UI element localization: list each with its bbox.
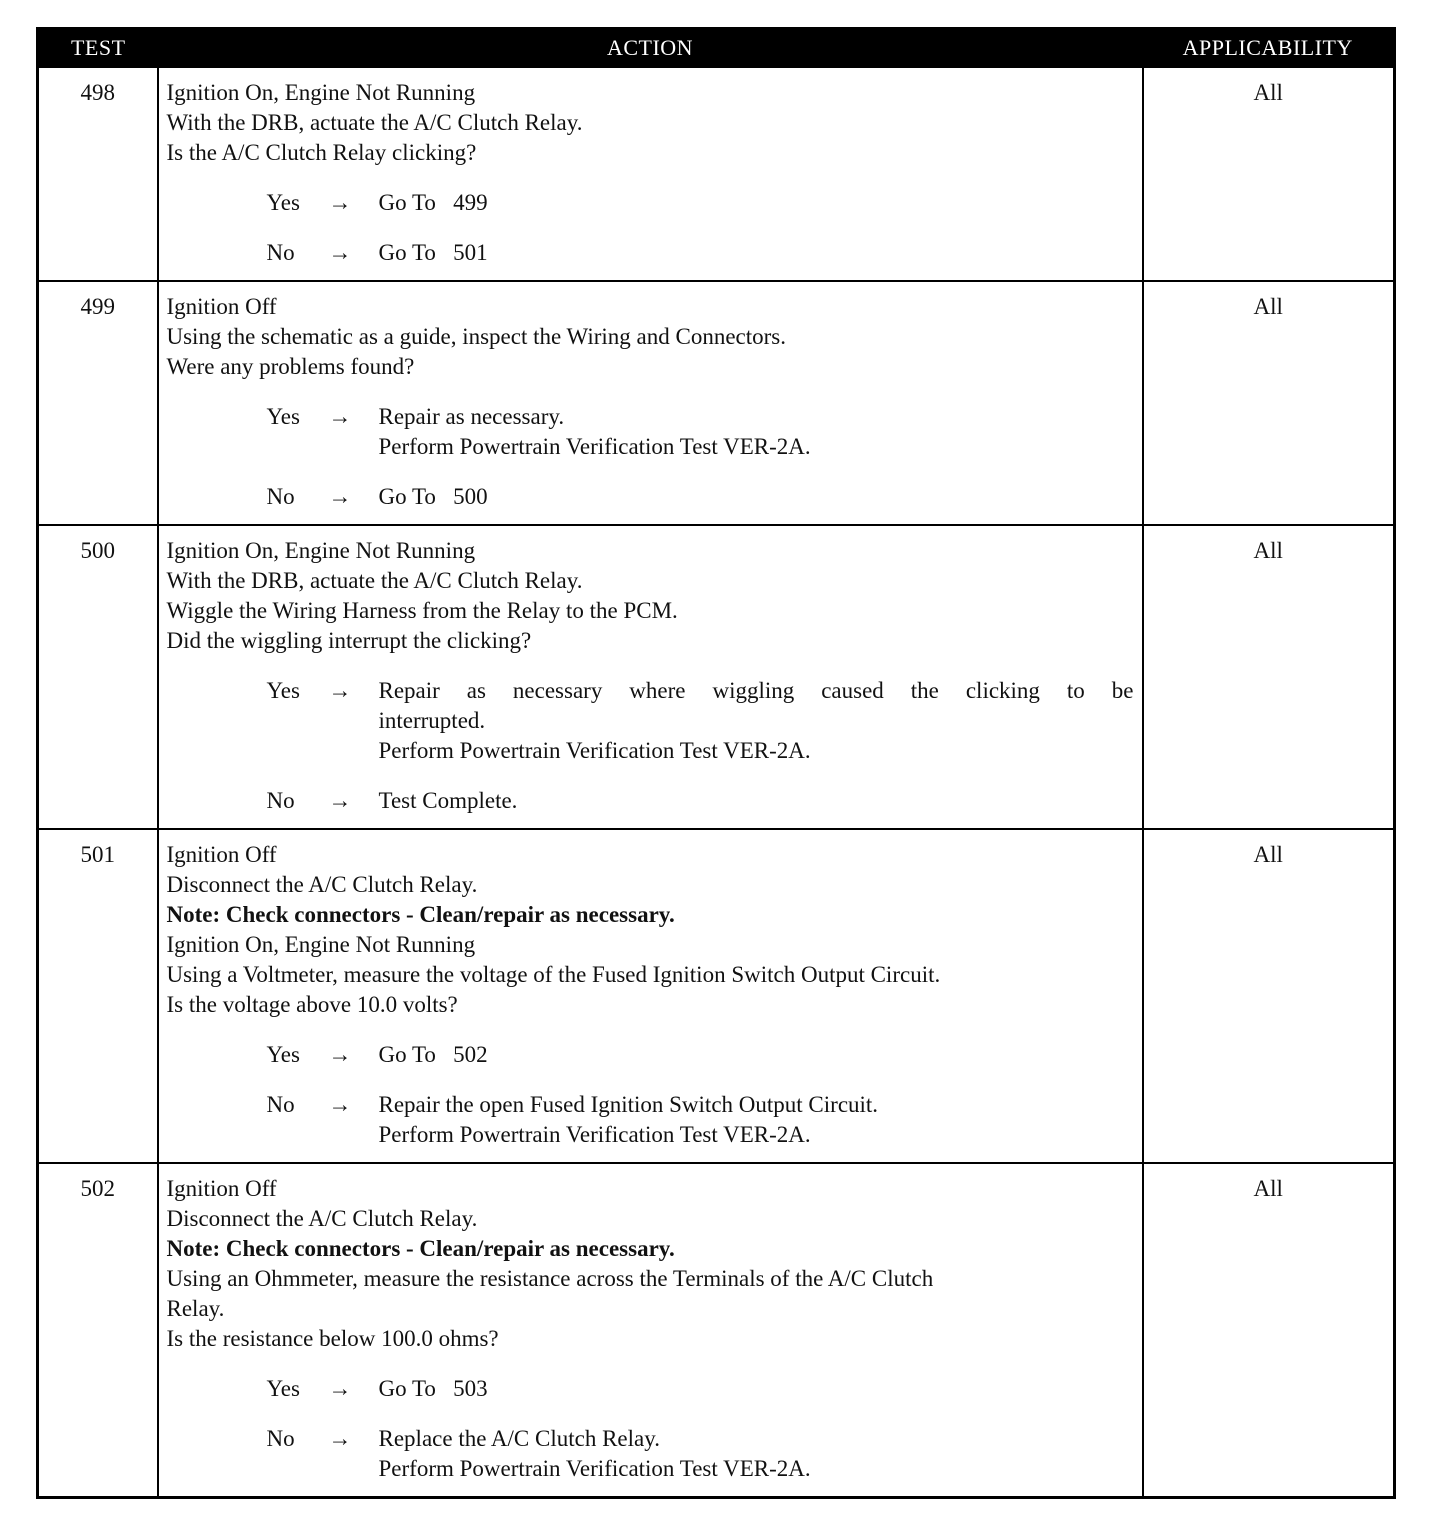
- applicability-value: All: [1143, 525, 1395, 829]
- header-applicability: APPLICABILITY: [1143, 29, 1395, 68]
- answer-label: No: [266, 788, 295, 813]
- diagnostic-test-table: [36, 27, 1396, 1499]
- result-line: Repair as necessary where wiggling caused the clicking to be: [378, 678, 1134, 703]
- answer-branch: [267, 188, 1134, 218]
- result-line: Repair the open Fused Ignition Switch Output Circuit.: [378, 1092, 879, 1117]
- test-number: 498: [38, 67, 158, 281]
- step-text: Did the wiggling interrupt the clicking?: [166, 628, 532, 653]
- answer-branch: [267, 402, 1134, 462]
- answer-label: Yes: [266, 190, 300, 215]
- answer-label: Yes: [266, 1042, 300, 1067]
- step-text: Using an Ohmmeter, measure the resistance across the Terminals of the A/C Clutch: [166, 1266, 934, 1291]
- applicability-value: All: [1143, 281, 1395, 525]
- arrow-icon: →: [328, 1092, 352, 1117]
- result-line: Perform Powertrain Verification Test VER-2A.: [378, 738, 811, 763]
- answer-label: No: [266, 1092, 295, 1117]
- answer-result: [379, 238, 1134, 268]
- table-body: [38, 67, 1395, 1498]
- result-line: Perform Powertrain Verification Test VER-2A.: [378, 1456, 811, 1481]
- step-text: Relay.: [166, 1296, 225, 1321]
- header-test: TEST: [38, 29, 158, 68]
- answer-label: Yes: [266, 678, 300, 703]
- result-line: Go To 499: [378, 190, 488, 215]
- action-cell: [158, 829, 1143, 1163]
- arrow-icon: →: [328, 190, 352, 215]
- step-text: Ignition On, Engine Not Running: [166, 80, 476, 105]
- step-text: Disconnect the A/C Clutch Relay.: [166, 872, 478, 897]
- table-row: [38, 281, 1395, 525]
- arrow-icon: →: [328, 404, 352, 429]
- arrow-icon: →: [328, 678, 352, 703]
- answer-branch: [267, 238, 1134, 268]
- step-text: Using a Voltmeter, measure the voltage of the Fused Ignition Switch Output Circuit.: [166, 962, 941, 987]
- step-text: With the DRB, actuate the A/C Clutch Relay.: [166, 568, 583, 593]
- answer-label: Yes: [266, 1376, 300, 1401]
- result-line: Go To 501: [378, 240, 488, 265]
- answer-branch: [267, 786, 1134, 816]
- applicability-value: All: [1143, 67, 1395, 281]
- answer-result: [379, 676, 1134, 766]
- result-line: Go To 502: [378, 1042, 488, 1067]
- answer-result: [379, 1090, 1134, 1150]
- answer-result: [379, 1374, 1134, 1404]
- answer-label: No: [266, 484, 295, 509]
- step-text: Using the schematic as a guide, inspect the Wiring and Connectors.: [166, 324, 786, 349]
- action-cell: [158, 525, 1143, 829]
- result-line: Repair as necessary.: [378, 404, 565, 429]
- step-text: Is the A/C Clutch Relay clicking?: [166, 140, 477, 165]
- answer-branch: [267, 1374, 1134, 1404]
- test-number: 500: [38, 525, 158, 829]
- answer-branch: [267, 676, 1134, 766]
- arrow-icon: →: [328, 484, 352, 509]
- note-text: Note: Check connectors - Clean/repair as necessary.: [166, 902, 675, 927]
- answer-result: [379, 402, 1134, 462]
- action-cell: [158, 67, 1143, 281]
- header-action: ACTION: [158, 29, 1143, 68]
- answer-label: No: [266, 240, 295, 265]
- answer-label: Yes: [266, 404, 300, 429]
- table-row: [38, 67, 1395, 281]
- table-header-row: [38, 29, 1395, 68]
- test-number: 502: [38, 1163, 158, 1498]
- result-line: Perform Powertrain Verification Test VER-2A.: [378, 1122, 811, 1147]
- result-line: Perform Powertrain Verification Test VER-2A.: [378, 434, 811, 459]
- answer-branch: [267, 1424, 1134, 1484]
- step-text: Ignition On, Engine Not Running: [166, 932, 476, 957]
- table-row: [38, 1163, 1395, 1498]
- step-text: Is the voltage above 10.0 volts?: [166, 992, 458, 1017]
- answer-result: [379, 188, 1134, 218]
- step-text: With the DRB, actuate the A/C Clutch Relay.: [166, 110, 583, 135]
- answer-result: [379, 482, 1134, 512]
- arrow-icon: →: [328, 788, 352, 813]
- answer-label: No: [266, 1426, 295, 1451]
- result-line: Replace the A/C Clutch Relay.: [378, 1426, 660, 1451]
- answer-result: [379, 786, 1134, 816]
- step-text: Ignition Off: [166, 842, 277, 867]
- result-line: Go To 503: [378, 1376, 488, 1401]
- action-cell: [158, 281, 1143, 525]
- answer-branch: [267, 1090, 1134, 1150]
- step-text: Is the resistance below 100.0 ohms?: [166, 1326, 499, 1351]
- applicability-value: All: [1143, 1163, 1395, 1498]
- step-text: Wiggle the Wiring Harness from the Relay to the PCM.: [166, 598, 678, 623]
- arrow-icon: →: [328, 1426, 352, 1451]
- table-row: [38, 829, 1395, 1163]
- note-text: Note: Check connectors - Clean/repair as necessary.: [166, 1236, 675, 1261]
- result-line: Test Complete.: [378, 788, 518, 813]
- test-number: 501: [38, 829, 158, 1163]
- step-text: Ignition Off: [166, 294, 277, 319]
- answer-branch: [267, 1040, 1134, 1070]
- arrow-icon: →: [328, 1042, 352, 1067]
- answer-branch: [267, 482, 1134, 512]
- step-text: Disconnect the A/C Clutch Relay.: [166, 1206, 478, 1231]
- step-text: Ignition On, Engine Not Running: [166, 538, 476, 563]
- answer-result: [379, 1424, 1134, 1484]
- answer-result: [379, 1040, 1134, 1070]
- applicability-value: All: [1143, 829, 1395, 1163]
- arrow-icon: →: [328, 240, 352, 265]
- step-text: Ignition Off: [166, 1176, 277, 1201]
- result-line: interrupted.: [378, 708, 486, 733]
- table-row: [38, 525, 1395, 829]
- arrow-icon: →: [328, 1376, 352, 1401]
- step-text: Were any problems found?: [166, 354, 415, 379]
- action-cell: [158, 1163, 1143, 1498]
- result-line: Go To 500: [378, 484, 488, 509]
- test-number: 499: [38, 281, 158, 525]
